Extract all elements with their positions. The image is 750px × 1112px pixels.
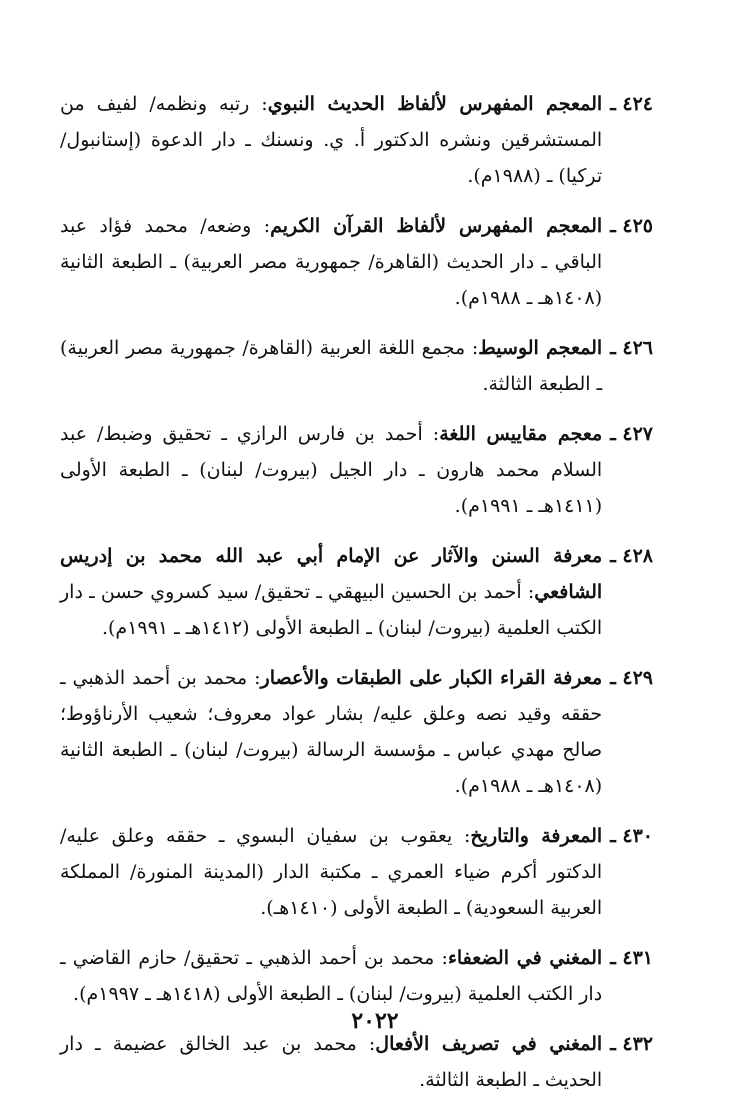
bibliography-entry-432: [60, 1026, 653, 1098]
bibliography-entry-428: [60, 538, 653, 646]
entry-text: [60, 538, 602, 646]
entry-title: المعجم الوسيط: [478, 337, 603, 359]
entry-body: : أحمد بن الحسين البيهقي ـ تحقيق/ سيد كسروي حسن ـ دار الكتب العلمية (بيروت/ لبنان) ـ الطبعة الأولى (١٤١٢هـ ـ ١٩٩١م).: [60, 581, 603, 639]
entry-body: : محمد بن عبد الخالق عضيمة ـ دار الحديث ـ الطبعة الثالثة.: [60, 1033, 603, 1091]
entry-text: [60, 86, 602, 194]
page-number: ٢٠٢٢: [351, 1008, 399, 1034]
bibliography-entry-427: [60, 416, 653, 524]
bibliography-entry-431: [60, 940, 653, 1012]
entry-number: ٤٢٦ ـ: [610, 337, 653, 359]
entry-body: : محمد بن أحمد الذهبي ـ حققه وقيد نصه وعلق عليه/ بشار عواد معروف؛ شعيب الأرناؤوط؛ صالح مهدي عباس ـ مؤسسة الرسالة (بيروت/ لبنان) ـ الطبعة الثانية (١٤٠٨هـ ـ ١٩٨٨م).: [60, 667, 603, 797]
entry-number: ٤٢٩ ـ: [610, 667, 653, 689]
entry-text: [60, 818, 602, 926]
entry-title: المعرفة والتاريخ: [470, 825, 603, 847]
bibliography-entry-426: [60, 330, 653, 402]
entry-body: : يعقوب بن سفيان البسوي ـ حققه وعلق عليه/ الدكتور أكرم ضياء العمري ـ مكتبة الدار (المدينة المنورة/ المملكة العربية السعودية) ـ الطبعة الأولى (١٤١٠هـ).: [60, 825, 603, 919]
entry-text: [60, 1026, 602, 1098]
entry-number: ٤٢٤ ـ: [610, 93, 653, 115]
entry-title: معرفة السنن والآثار عن الإمام أبي عبد الله محمد بن إدريس الشافعي: [60, 545, 603, 603]
entry-text: [60, 660, 602, 804]
entry-title: معرفة القراء الكبار على الطبقات والأعصار: [260, 667, 603, 689]
entry-body: : وضعه/ محمد فؤاد عبد الباقي ـ دار الحديث (القاهرة/ جمهورية مصر العربية) ـ الطبعة الثانية (١٤٠٨هـ ـ ١٩٨٨م).: [60, 215, 603, 309]
bibliography-entry-424: [60, 86, 653, 194]
entry-title: المعجم المفهرس لألفاظ الحديث النبوي: [267, 93, 603, 115]
entry-text: [60, 416, 602, 524]
entry-number: ٤٢٨ ـ: [610, 545, 653, 567]
bibliography-page: [60, 86, 653, 1112]
entry-title: المعجم المفهرس لألفاظ القرآن الكريم: [270, 215, 603, 237]
entry-title: المغني في الضعفاء: [447, 947, 603, 969]
entry-title: المغني في تصريف الأفعال: [375, 1033, 603, 1055]
entry-body: : أحمد بن فارس الرازي ـ تحقيق وضبط/ عبد السلام محمد هارون ـ دار الجيل (بيروت/ لبنان) ـ الطبعة الأولى (١٤١١هـ ـ ١٩٩١م).: [60, 423, 603, 517]
entry-number: ٤٣٢ ـ: [610, 1033, 653, 1055]
entry-number: ٤٣١ ـ: [610, 947, 653, 969]
bibliography-entry-429: [60, 660, 653, 804]
bibliography-entry-430: [60, 818, 653, 926]
entry-body: : محمد بن أحمد الذهبي ـ تحقيق/ حازم القاضي ـ دار الكتب العلمية (بيروت/ لبنان) ـ الطبعة الأولى (١٤١٨هـ ـ ١٩٩٧م).: [60, 947, 603, 1005]
entry-number: ٤٢٥ ـ: [610, 215, 653, 237]
bibliography-entry-425: [60, 208, 653, 316]
entry-body: : مجمع اللغة العربية (القاهرة/ جمهورية مصر العربية) ـ الطبعة الثالثة.: [60, 337, 603, 395]
entry-body: : رتبه ونظمه/ لفيف من المستشرقين ونشره الدكتور أ. ي. ونسنك ـ دار الدعوة (إستانبول/ تركيا) ـ (١٩٨٨م).: [60, 93, 603, 187]
entry-text: [60, 330, 602, 402]
entry-number: ٤٣٠ ـ: [610, 825, 653, 847]
entry-number: ٤٢٧ ـ: [610, 423, 653, 445]
entry-title: معجم مقاييس اللغة: [439, 423, 603, 445]
entry-text: [60, 940, 602, 1012]
entry-text: [60, 208, 602, 316]
